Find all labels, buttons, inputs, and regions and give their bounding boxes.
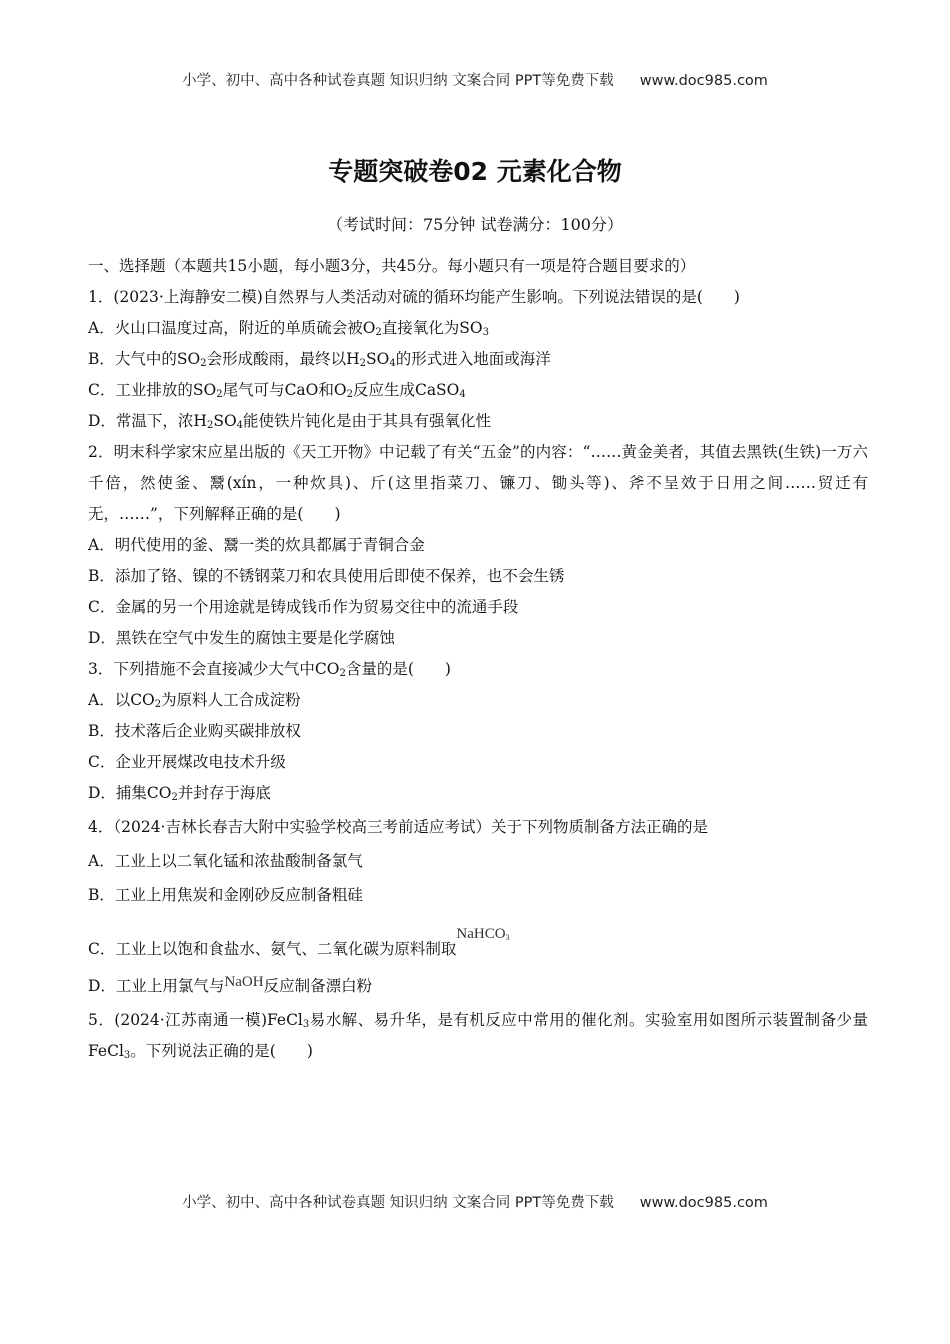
q3-option-c: C．企业开展煤改电技术升级 [88, 753, 286, 771]
q2-option-c: C．金属的另一个用途就是铸成钱币作为贸易交往中的流通手段 [88, 598, 519, 616]
q1-stem: 1．(2023·上海静安二模)自然界与人类活动对硫的循环均能产生影响。下列说法错误的是( ) [88, 288, 740, 306]
header-text: 小学、初中、高中各种试卷真题 知识归纳 文案合同 PPT等免费下载 [182, 73, 614, 89]
page-title: 专题突破卷02 元素化合物 [328, 157, 622, 186]
section-heading: 一、选择题（本题共15小题，每小题3分，共45分。每小题只有一项是符合题目要求的） [88, 257, 696, 275]
q1-option-a: A．火山口温度过高，附近的单质硫会被$O_2$直接氧化为$SO_3$ [88, 319, 489, 338]
q5-stem: 5．(2024·江苏南通一模)FeCl$_3$易水解、易升华，是有机反应中常用的催化剂。实验室用如图所示装置制备少量FeCl$_3$。下列说法正确的是( ) [88, 1011, 868, 1061]
header-site-link[interactable]: www.doc985.com [639, 73, 768, 89]
q1-option-d: D．常温下，浓$H_2SO_4$能使铁片钝化是由于其具有强氧化性 [88, 412, 492, 431]
q3-option-d: D．捕集$CO_2$并封存于海底 [88, 784, 271, 803]
q2-stem: 2．明末科学家宋应星出版的《天工开物》中记载了有关“五金”的内容：“……黄金美者，其值去黑铁(生铁)一万六千倍，然使釜、鬵(xín，一种炊具)、斤(这里指菜刀、镰刀、锄头等)、斧不呈效于日用之间……贸迁有无，……”，下列解释正确的是( ) [88, 443, 868, 523]
q2-option-a: A．明代使用的釜、鬵一类的炊具都属于青铜合金 [88, 536, 425, 554]
q4-option-a: A．工业上以二氧化锰和浓盐酸制备氯气 [88, 852, 363, 870]
question-body [88, 251, 868, 1067]
q4-option-d: D．工业上用氯气与NaOH反应制备漂白粉 [88, 967, 868, 1002]
q3-stem: 3．下列措施不会直接减少大气中$CO_2$含量的是( ) [88, 660, 451, 679]
q4-option-b: B．工业上用焦炭和金刚砂反应制备粗硅 [88, 886, 363, 904]
q3-option-a: A．以$CO_2$为原料人工合成淀粉 [88, 691, 301, 710]
exam-info: （考试时间：75分钟 试卷满分：100分） [327, 215, 623, 234]
q2-option-b: B．添加了铬、镍的不锈钢菜刀和农具使用后即使不保养，也不会生锈 [88, 567, 565, 585]
page-header [0, 69, 950, 90]
q3-option-b: B．技术落后企业购买碳排放权 [88, 722, 301, 740]
q1-option-c: C．工业排放的$SO_2$尾气可与CaO和$O_2$反应生成CaSO$_4$ [88, 381, 466, 400]
q2-option-d: D．黑铁在空气中发生的腐蚀主要是化学腐蚀 [88, 629, 395, 647]
q4-stem: 4．（2024·吉林长春吉大附中实验学校高三考前适应考试）关于下列物质制备方法正确的是 [88, 818, 708, 836]
naoh-formula: NaOH [224, 974, 264, 990]
q1-option-b: B．大气中的$SO_2$会形成酸雨，最终以$H_2SO_4$的形式进入地面或海洋 [88, 350, 551, 369]
q4-option-c: C．工业上以饱和食盐水、氨气、二氧化碳为原料制取NaHCO$_3$ [88, 926, 510, 958]
footer-text: 小学、初中、高中各种试卷真题 知识归纳 文案合同 PPT等免费下载 [182, 1195, 614, 1211]
nahco3-formula: NaHCO$_3$ [456, 926, 510, 942]
page-footer [0, 1191, 950, 1212]
footer-site-link[interactable]: www.doc985.com [639, 1195, 768, 1211]
